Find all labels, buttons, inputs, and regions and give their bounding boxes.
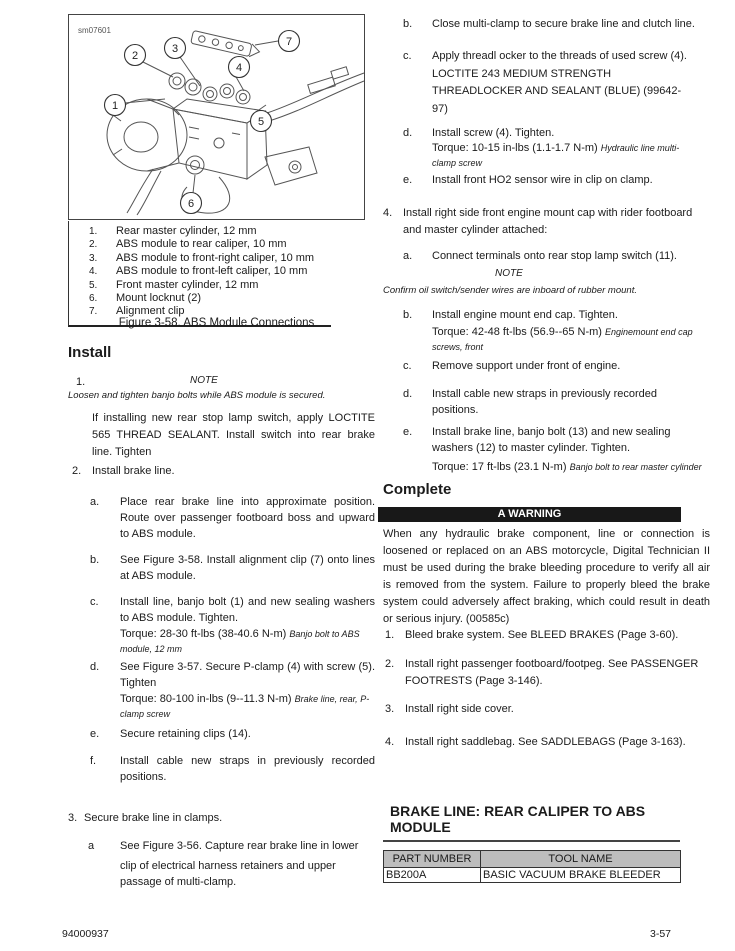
step-3-number: 3.	[68, 812, 78, 824]
substep-letter: e.	[90, 728, 100, 740]
torque-fastener: Hydraulic line multi-clamp screw	[432, 143, 680, 168]
step-1-body: If installing new rear stop lamp switch, apply LOCTITE 565 THREAD SEALANT. Install switch into rear brake line. Tighten	[92, 412, 375, 458]
substep-c-line: Apply threadl ocker to the threads of used screw (4).	[432, 50, 687, 62]
torque-value: Torque: 28-30 ft-lbs (38-40.6 N-m)	[120, 628, 287, 640]
substep-letter: a.	[90, 496, 100, 508]
torque-spec	[120, 627, 375, 657]
substep-d-text: Install screw (4). Tighten.	[432, 127, 555, 139]
substep-c-line: 97)	[432, 102, 448, 115]
complete-step-text: Bleed brake system. See BLEED BRAKES (Page 3-60).	[405, 629, 679, 641]
note-label: NOTE	[190, 375, 218, 386]
svg-text:2: 2	[131, 50, 139, 62]
step-4-text: Install right side front engine mount cap with rider footboard and master cylinder attached:	[403, 207, 693, 236]
substep-2b-text: See Figure 3-58. Install alignment clip (7) onto lines at ABS module.	[120, 554, 375, 582]
abs-module-diagram	[69, 15, 366, 221]
legend-num: 4.	[89, 266, 98, 278]
substep-letter: d.	[403, 388, 413, 400]
substep-letter: d.	[403, 127, 413, 139]
svg-text:1: 1	[111, 100, 119, 112]
legend-num: 3.	[89, 252, 98, 264]
tool-table-row	[384, 868, 681, 883]
tool-name-cell: BASIC VACUUM BRAKE BLEEDER	[481, 868, 681, 883]
legend-item	[89, 238, 331, 251]
right-column	[383, 0, 713, 951]
complete-step-number: 1.	[385, 629, 395, 641]
step-1-number: 1.	[76, 376, 86, 388]
substep-letter: b.	[403, 309, 413, 321]
legend-num: 2.	[89, 239, 98, 251]
figure-image-box	[68, 14, 365, 220]
callout-4	[229, 57, 250, 78]
substep-c-text	[432, 48, 707, 118]
legend-text: Alignment clip	[116, 305, 185, 318]
callout-5	[251, 111, 272, 132]
callout-1	[105, 95, 126, 116]
substep-letter: c.	[90, 596, 99, 608]
legend-item	[89, 292, 331, 305]
step-3-text: Secure brake line in clamps.	[84, 812, 223, 824]
torque-spec	[432, 460, 712, 475]
torque-value: Torque: 17 ft-lbs (23.1 N-m)	[432, 461, 567, 473]
tool-table-header-row	[384, 851, 681, 868]
substep-3a-rest: clip of electrical harness retainers and upper passage of multi-clamp.	[120, 860, 336, 888]
substep-4c-text: Remove support under front of engine.	[432, 360, 621, 372]
legend-num: 7.	[89, 306, 98, 318]
legend-text: ABS module to front-left caliper, 10 mm	[116, 265, 308, 278]
section-heading: BRAKE LINE: REAR CALIPER TO ABS MODULE	[383, 803, 680, 842]
substep-letter: f.	[90, 755, 97, 767]
legend-item	[89, 265, 331, 278]
substep-letter: a.	[403, 250, 413, 262]
svg-text:4: 4	[235, 62, 243, 74]
callout-7	[279, 31, 300, 52]
svg-text:6: 6	[187, 198, 195, 210]
torque-value: Torque: 10-15 in-lbs (1.1-1.7 N-m)	[432, 142, 598, 154]
legend-text: Rear master cylinder, 12 mm	[116, 225, 257, 237]
substep-2d-text: See Figure 3-57. Secure P-clamp (4) with screw (5). Tighten	[120, 661, 375, 689]
footer-page-number: 3-57	[650, 928, 672, 940]
torque-spec	[120, 692, 375, 722]
footer-document-number: 94000937	[62, 928, 109, 940]
complete-heading: Complete	[383, 481, 452, 498]
note-text: Loosen and tighten banjo bolts while ABS module is secured.	[68, 390, 326, 401]
substep-letter: e.	[403, 174, 413, 186]
substep-c-line: THREADLOCKER AND SEALANT (BLUE) (99642-	[432, 85, 682, 97]
substep-letter: d.	[90, 661, 100, 673]
substep-3a-line1: See Figure 3-56. Capture rear brake line in lower	[120, 840, 359, 852]
install-heading: Install	[68, 344, 112, 361]
legend-item	[89, 279, 331, 292]
legend-item	[89, 252, 331, 265]
substep-4e-text: Install brake line, banjo bolt (13) and new sealing washers (12) to master cylinder. Tighten.	[432, 426, 671, 454]
complete-step-text: Install right side cover.	[405, 703, 514, 715]
substep-c-line: LOCTITE 243 MEDIUM STRENGTH	[432, 67, 612, 80]
substep-letter: c.	[403, 360, 412, 372]
figure-caption: Figure 3-58. ABS Module Connections	[118, 317, 315, 329]
complete-step-text: Install right passenger footboard/footpeg. See PASSENGER FOOTRESTS (Page 3-146).	[405, 658, 699, 687]
substep-letter: a	[88, 840, 95, 852]
alignment-clip-art	[191, 30, 261, 58]
substep-4d-text: Install cable new straps in previously recorded positions.	[432, 388, 658, 416]
svg-text:3: 3	[171, 43, 179, 55]
torque-spec	[432, 141, 694, 171]
svg-text:5: 5	[257, 116, 265, 128]
torque-fastener: Banjo bolt to ABS module, 12 mm	[120, 629, 360, 654]
substep-4b-text: Install engine mount end cap. Tighten.	[432, 309, 618, 321]
torque-fastener: Enginemount end cap screws, front	[432, 327, 693, 352]
legend-num: 5.	[89, 279, 98, 291]
tool-table-header: TOOL NAME	[481, 851, 681, 868]
substep-4a-text: Connect terminals onto rear stop lamp switch (11).	[432, 250, 677, 262]
legend-item	[89, 225, 331, 238]
complete-step-number: 4.	[385, 736, 395, 748]
substep-2c-text: Install line, banjo bolt (1) and new sealing washers to ABS module. Tighten.	[120, 596, 375, 624]
part-number-cell: BB200A	[384, 868, 481, 883]
substep-e-text: Install front HO2 sensor wire in clip on clamp.	[432, 174, 653, 186]
left-column	[68, 0, 375, 951]
figure-image-label: sm07601	[78, 26, 111, 35]
substep-letter: b.	[403, 18, 413, 30]
step-4-number: 4.	[383, 207, 393, 219]
warning-text: When any hydraulic brake component, line or connection is loosened or replaced on an ABS motorcycle, Digital Technician II must be used during the brake bleeding procedure to verify all air is removed from the system. Failure to properly bleed the brake system could adversely affect braking, which could result in death or serious injury. (00585c)	[383, 528, 710, 625]
warning-banner: A WARNING	[378, 507, 681, 522]
legend-text: ABS module to rear caliper, 10 mm	[116, 238, 287, 251]
substep-letter: e.	[403, 426, 413, 438]
note-text: Confirm oil switch/sender wires are inboard of rubber mount.	[383, 285, 637, 296]
tool-table-header: PART NUMBER	[384, 851, 481, 868]
substep-2e-text: Secure retaining clips (14).	[120, 728, 251, 740]
legend-num: 6.	[89, 293, 98, 305]
substep-2f-text: Install cable new straps in previously recorded positions.	[120, 755, 375, 783]
substep-letter: b.	[90, 554, 100, 566]
torque-fastener: Banjo bolt to rear master cylinder	[569, 462, 702, 472]
torque-fastener: Brake line, rear, P-clamp screw	[120, 694, 370, 719]
figure-legend	[68, 221, 331, 327]
tool-table	[383, 850, 681, 883]
substep-b-text: Close multi-clamp to secure brake line and clutch line.	[432, 18, 695, 30]
substep-letter: c.	[403, 50, 412, 62]
legend-num: 1.	[89, 226, 98, 237]
note-label: NOTE	[495, 268, 523, 279]
complete-step-text: Install right saddlebag. See SADDLEBAGS (Page 3-163).	[405, 736, 686, 748]
callout-2	[125, 45, 146, 66]
complete-step-number: 3.	[385, 703, 395, 715]
legend-text: ABS module to front-right caliper, 10 mm	[116, 251, 315, 264]
svg-text:7: 7	[285, 36, 293, 48]
step-2-text: Install brake line.	[92, 465, 175, 477]
callout-3	[165, 38, 186, 59]
substep-2a-text: Place rear brake line into approximate position. Route over passenger footboard boss and upward to ABS module.	[120, 496, 375, 540]
legend-text: Front master cylinder, 12 mm	[116, 278, 259, 291]
callout-6	[181, 193, 202, 214]
legend-text: Mount locknut (2)	[116, 292, 201, 305]
torque-spec	[432, 325, 694, 355]
torque-value: Torque: 80-100 in-lbs (9--11.3 N-m)	[120, 693, 292, 705]
step-2-number: 2.	[72, 465, 82, 477]
complete-step-number: 2.	[385, 658, 395, 670]
torque-value: Torque: 42-48 ft-lbs (56.9--65 N-m)	[432, 326, 602, 338]
